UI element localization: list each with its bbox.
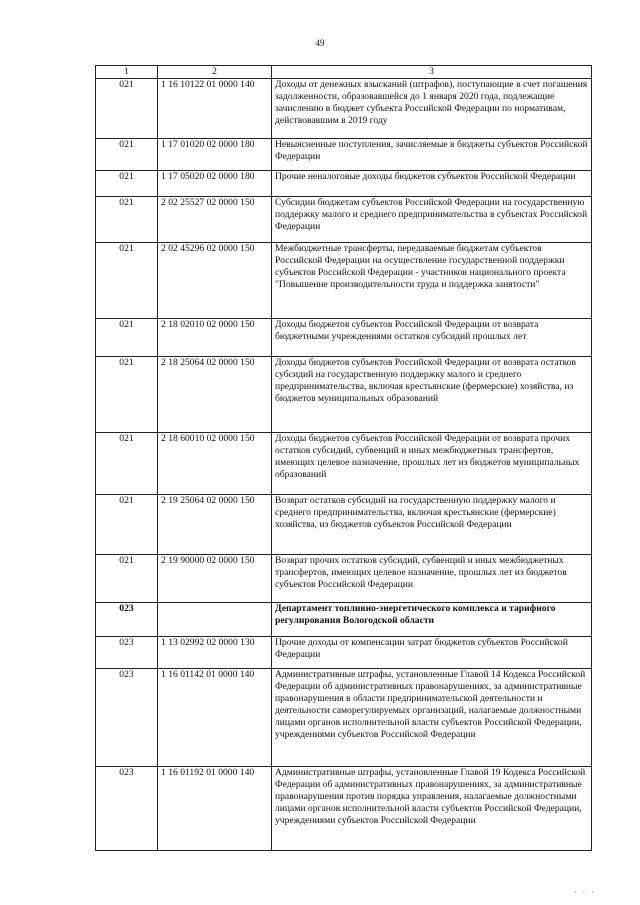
- revenue-code-cell: 1 17 05020 02 0000 180: [158, 171, 272, 197]
- admin-code-cell: 023: [96, 603, 158, 637]
- admin-code-cell: 021: [96, 79, 158, 139]
- header-col-1: 1: [96, 66, 158, 79]
- table-row: [96, 495, 592, 555]
- header-col-3: 3: [272, 66, 592, 79]
- description-cell: Доходы бюджетов субъектов Российской Федерации от возврата прочих остатков субсидий, субвенций и иных межбюджетных трансфертов, имеющих целевое назначение, прошлых лет из бюджетов муниципальных образований: [272, 433, 592, 495]
- revenue-code-cell: 1 17 01020 02 0000 180: [158, 139, 272, 171]
- admin-code-cell: 023: [96, 669, 158, 767]
- revenue-code-cell: 2 02 25527 02 0000 150: [158, 197, 272, 243]
- table-row: [96, 243, 592, 319]
- revenue-codes-table: [95, 65, 592, 851]
- admin-code-cell: 021: [96, 357, 158, 433]
- description-cell: Невыясненные поступления, зачисляемые в бюджеты субъектов Российской Федерации: [272, 139, 592, 171]
- table-row: [96, 357, 592, 433]
- revenue-code-cell: [158, 603, 272, 637]
- table-row: [96, 637, 592, 669]
- table-row: [96, 79, 592, 139]
- table-row: [96, 669, 592, 767]
- description-cell: Межбюджетные трансферты, передаваемые бюджетам субъектов Российской Федерации на осуществление государственной поддержки субъектов Российской Федерации - участников национального проекта "Повышение производительности труда и поддержка занятости": [272, 243, 592, 319]
- description-cell: Административные штрафы, установленные Главой 19 Кодекса Российской Федерации об административных правонарушениях, за административные правонарушения против порядка управления, налагаемые должностными лицами органов исполнительной власти субъектов Российской Федерации, учреждениями субъектов Российской Федерации: [272, 767, 592, 851]
- revenue-code-cell: 1 16 01142 01 0000 140: [158, 669, 272, 767]
- table-row: [96, 197, 592, 243]
- department-heading-row: [96, 603, 592, 637]
- department-name-cell: Департамент топливно-энергетического комплекса и тарифного регулирования Вологодской области: [272, 603, 592, 637]
- header-col-2: 2: [158, 66, 272, 79]
- description-cell: Прочие неналоговые доходы бюджетов субъектов Российской Федерации: [272, 171, 592, 197]
- admin-code-cell: 021: [96, 319, 158, 357]
- revenue-code-cell: 1 13 02992 02 0000 130: [158, 637, 272, 669]
- revenue-code-cell: 1 16 10122 01 0000 140: [158, 79, 272, 139]
- admin-code-cell: 021: [96, 171, 158, 197]
- revenue-code-cell: 2 18 02010 02 0000 150: [158, 319, 272, 357]
- table-row: [96, 433, 592, 495]
- revenue-code-cell: 2 19 25064 02 0000 150: [158, 495, 272, 555]
- table-row: [96, 139, 592, 171]
- revenue-code-cell: 1 16 01192 01 0000 140: [158, 767, 272, 851]
- revenue-code-cell: 2 02 45296 02 0000 150: [158, 243, 272, 319]
- admin-code-cell: 021: [96, 433, 158, 495]
- description-cell: Возврат прочих остатков субсидий, субвенций и иных межбюджетных трансфертов, имеющих целевое назначение, прошлых лет из бюджетов субъектов Российской Федерации: [272, 555, 592, 603]
- description-cell: Административные штрафы, установленные Главой 14 Кодекса Российской Федерации об административных правонарушениях, за административные правонарушения в области предпринимательской деятельности и деятельности саморегулируемых организаций, налагаемые должностными лицами органов исполнительной власти субъектов Российской Федерации, учреждениями субъектов Российской Федерации: [272, 669, 592, 767]
- table-header-row: [96, 66, 592, 79]
- admin-code-cell: 021: [96, 139, 158, 171]
- description-cell: Доходы от денежных взысканий (штрафов), поступающие в счет погашения задолженности, образовавшейся до 1 января 2020 года, подлежащие зачислению в бюджет субъекта Российской Федерации по нормативам, действовавшим в 2019 году: [272, 79, 592, 139]
- admin-code-cell: 023: [96, 637, 158, 669]
- page-number: 49: [315, 38, 325, 48]
- table-row: [96, 319, 592, 357]
- revenue-code-cell: 2 18 60010 02 0000 150: [158, 433, 272, 495]
- description-cell: Доходы бюджетов субъектов Российской Федерации от возврата бюджетными учреждениями остатков субсидий прошлых лет: [272, 319, 592, 357]
- table-row: [96, 767, 592, 851]
- admin-code-cell: 021: [96, 495, 158, 555]
- admin-code-cell: 021: [96, 243, 158, 319]
- admin-code-cell: 021: [96, 555, 158, 603]
- table-row: [96, 555, 592, 603]
- admin-code-cell: 021: [96, 197, 158, 243]
- revenue-code-cell: 2 19 90000 02 0000 150: [158, 555, 272, 603]
- table-row: [96, 171, 592, 197]
- description-cell: Доходы бюджетов субъектов Российской Федерации от возврата остатков субсидий на государственную поддержку малого и среднего предпринимательства, включая крестьянские (фермерские) хозяйства, из бюджетов муниципальных образований: [272, 357, 592, 433]
- description-cell: Субсидии бюджетам субъектов Российской Федерации на государственную поддержку малого и среднего предпринимательства в субъектах Российской Федерации: [272, 197, 592, 243]
- description-cell: Прочие доходы от компенсации затрат бюджетов субъектов Российской Федерации: [272, 637, 592, 669]
- description-cell: Возврат остатков субсидий на государственную поддержку малого и среднего предпринимательства, включая крестьянские (фермерские) хозяйства, из бюджетов субъектов Российской Федерации: [272, 495, 592, 555]
- admin-code-cell: 023: [96, 767, 158, 851]
- scan-corner-mark: · · ·: [574, 888, 596, 897]
- revenue-code-cell: 2 18 25064 02 0000 150: [158, 357, 272, 433]
